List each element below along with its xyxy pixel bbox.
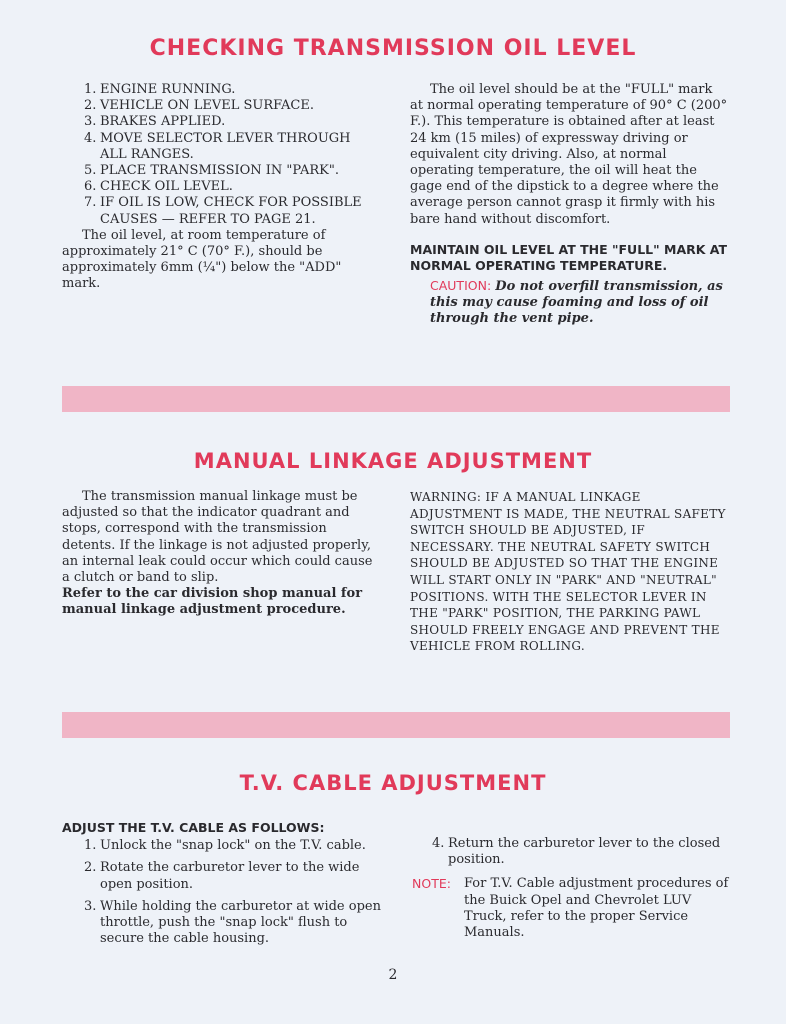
list-item: 4. MOVE SELECTOR LEVER THROUGH ALL RANGES. — [84, 130, 351, 162]
caution-label: CAUTION: — [430, 277, 492, 293]
list-item: 7. IF OIL IS LOW, CHECK FOR POSSIBLE CAUSES — REFER TO PAGE 21. — [84, 195, 362, 227]
list-item: 6. CHECK OIL LEVEL. — [84, 179, 233, 195]
caution-text: Do not overfill transmission, as this may cause foaming and loss of oil through the vent pipe. — [430, 278, 723, 327]
list-item: 5. PLACE TRANSMISSION IN "PARK". — [84, 163, 339, 179]
list-item: 3. While holding the carburetor at wide open throttle, push the "snap lock" flush to secure the cable housing. — [84, 898, 381, 947]
list-item: 2. Rotate the carburetor lever to the wide open position. — [84, 860, 360, 892]
linkage-warning: WARNING: IF A MANUAL LINKAGE ADJUSTMENT IS MADE, THE NEUTRAL SAFETY SWITCH SHOULD BE ADJUSTED, IF NECESSARY. THE NEUTRAL SAFETY SWITCH SHOULD BE ADJUSTED SO THAT THE ENGINE WILL START ONLY IN "PARK" AND "NEUTRAL" POSITIONS. WITH THE SELECTOR LEVER IN THE "PARK" POSITION, THE PARKING PAWL SHOULD FREELY ENGAGE AND PREVENT THE VEHICLE FROM ROLLING. — [410, 490, 726, 654]
section-title-tv-cable: T.V. CABLE ADJUSTMENT — [239, 771, 547, 795]
section-divider-band — [62, 386, 730, 412]
tv-cable-right-column — [410, 836, 730, 941]
maintain-level-note: MAINTAIN OIL LEVEL AT THE "FULL" MARK AT NORMAL OPERATING TEMPERATURE. — [410, 241, 728, 273]
oil-level-left-column — [62, 82, 380, 293]
tv-cable-left-column — [62, 820, 384, 947]
caution-block — [410, 278, 728, 328]
list-item: 2. VEHICLE ON LEVEL SURFACE. — [84, 98, 314, 114]
tv-cable-subheading: ADJUST THE T.V. CABLE AS FOLLOWS: — [62, 820, 325, 835]
list-item: 1. ENGINE RUNNING. — [84, 82, 236, 97]
tv-cable-steps — [62, 838, 384, 947]
linkage-left-column — [62, 489, 380, 619]
oil-check-steps — [62, 82, 380, 228]
operating-temperature-paragraph: The oil level should be at the "FULL" mark at normal operating temperature of 90° C (200° F.). This temperature is obtained after at least 24 km (15 miles) of expressway driving or equivalent city driving. Also, at normal operating temperature, the oil will heat the gage end of the dipstick to a degree where the average person cannot grasp it firmly with his bare hand without discomfort. — [410, 82, 728, 227]
page-number: 2 — [388, 967, 398, 983]
room-temperature-paragraph: The oil level, at room temperature of approximately 21° C (70° F.), should be approximately 6mm (¼") below the "ADD" mark. — [62, 227, 342, 292]
note-text: For T.V. Cable adjustment procedures of the Buick Opel and Chevrolet LUV Truck, refer to the proper Service Manuals. — [464, 876, 729, 941]
oil-level-right-column — [410, 82, 728, 327]
linkage-paragraph: The transmission manual linkage must be adjusted so that the indicator quadrant and stops, correspond with the transmission detents. If the linkage is not adjusted properly, an internal leak could occur which could cause a clutch or band to slip. — [62, 489, 373, 586]
list-item: 1. Unlock the "snap lock" on the T.V. cable. — [84, 838, 366, 854]
refer-shop-manual: Refer to the car division shop manual for manual linkage adjustment procedure. — [62, 586, 363, 618]
list-item: 3. BRAKES APPLIED. — [84, 114, 226, 130]
note-block — [410, 876, 730, 941]
section-title-manual-linkage: MANUAL LINKAGE ADJUSTMENT — [193, 449, 593, 473]
section-title-oil-level: CHECKING TRANSMISSION OIL LEVEL — [149, 36, 637, 61]
section-divider-band — [62, 712, 730, 738]
tv-cable-steps-continued — [410, 836, 730, 868]
list-item: 4. Return the carburetor lever to the closed position. — [432, 836, 721, 868]
note-label: NOTE: — [412, 876, 451, 892]
